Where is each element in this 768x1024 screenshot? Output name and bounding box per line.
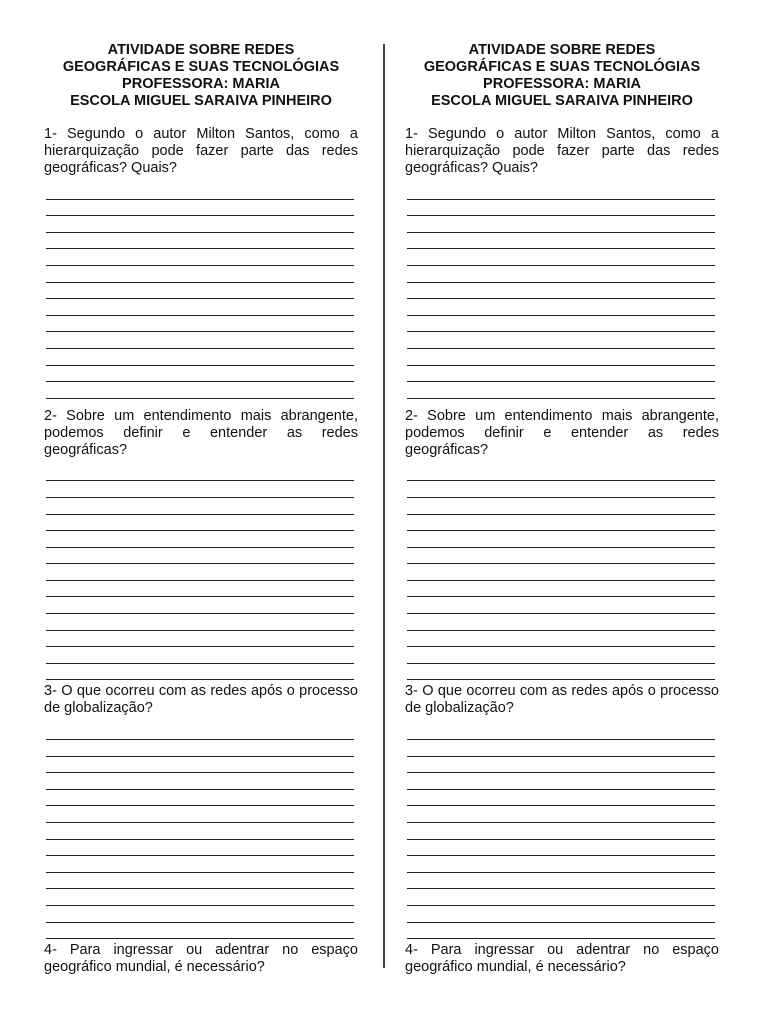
header-school: ESCOLA MIGUEL SARAIVA PINHEIRO	[70, 93, 332, 109]
answer-line[interactable]	[46, 856, 354, 873]
answer-line[interactable]	[46, 183, 354, 200]
answer-line[interactable]	[407, 581, 715, 598]
answer-line[interactable]	[407, 349, 715, 366]
answer-line[interactable]	[46, 889, 354, 906]
question-2: 2- Sobre um entendimento mais abrangente, podemos definir e entender as redes geográficas?	[44, 407, 358, 458]
answer-line[interactable]	[46, 299, 354, 316]
answer-line[interactable]	[46, 723, 354, 740]
header-teacher: PROFESSORA: MARIA	[483, 76, 641, 92]
answer-line[interactable]	[407, 498, 715, 515]
answer-line[interactable]	[407, 856, 715, 873]
answer-line[interactable]	[407, 757, 715, 774]
answer-line[interactable]	[407, 283, 715, 300]
answer-line[interactable]	[46, 349, 354, 366]
question-1: 1- Segundo o autor Milton Santos, como a hierarquização pode fazer parte das redes geográficas? Quais?	[405, 126, 719, 176]
answer-line[interactable]	[46, 664, 354, 681]
answer-line[interactable]	[46, 757, 354, 774]
answer-line[interactable]	[46, 249, 354, 266]
answer-line[interactable]	[46, 548, 354, 565]
answer-line[interactable]	[46, 906, 354, 923]
question-3: 3- O que ocorreu com as redes após o processo de globalização?	[405, 683, 719, 717]
answer-line[interactable]	[46, 465, 354, 482]
answer-line[interactable]	[407, 481, 715, 498]
answer-line[interactable]	[46, 806, 354, 823]
answer-line[interactable]	[46, 515, 354, 532]
question-3: 3- O que ocorreu com as redes após o processo de globalização?	[44, 683, 358, 717]
answer-line[interactable]	[407, 631, 715, 648]
answer-line[interactable]	[46, 233, 354, 250]
answer-lines-1	[44, 183, 358, 399]
answer-line[interactable]	[46, 873, 354, 890]
answer-line[interactable]	[46, 923, 354, 940]
answer-line[interactable]	[46, 366, 354, 383]
answer-line[interactable]	[407, 249, 715, 266]
answer-line[interactable]	[407, 183, 715, 200]
answer-line[interactable]	[46, 382, 354, 399]
answer-line[interactable]	[46, 283, 354, 300]
answer-lines-1	[405, 183, 719, 399]
answer-line[interactable]	[46, 531, 354, 548]
worksheet-right	[405, 42, 719, 976]
answer-line[interactable]	[46, 773, 354, 790]
answer-line[interactable]	[46, 840, 354, 857]
answer-line[interactable]	[46, 216, 354, 233]
answer-line[interactable]	[407, 299, 715, 316]
answer-line[interactable]	[407, 316, 715, 333]
answer-line[interactable]	[407, 773, 715, 790]
header-title-line2: GEOGRÁFICAS E SUAS TECNOLÓGIAS	[423, 59, 701, 75]
answer-line[interactable]	[46, 332, 354, 349]
answer-line[interactable]	[407, 200, 715, 217]
answer-line[interactable]	[46, 597, 354, 614]
answer-line[interactable]	[46, 316, 354, 333]
answer-line[interactable]	[407, 840, 715, 857]
answer-line[interactable]	[407, 923, 715, 940]
answer-line[interactable]	[46, 647, 354, 664]
answer-line[interactable]	[46, 266, 354, 283]
answer-line[interactable]	[407, 806, 715, 823]
answer-line[interactable]	[407, 216, 715, 233]
header-teacher: PROFESSORA: MARIA	[122, 76, 280, 92]
answer-line[interactable]	[407, 564, 715, 581]
answer-line[interactable]	[46, 564, 354, 581]
answer-line[interactable]	[407, 664, 715, 681]
worksheet-header	[44, 42, 358, 110]
answer-line[interactable]	[407, 233, 715, 250]
question-2: 2- Sobre um entendimento mais abrangente, podemos definir e entender as redes geográficas?	[405, 407, 719, 458]
answer-lines-2	[405, 465, 719, 681]
answer-line[interactable]	[407, 531, 715, 548]
answer-line[interactable]	[407, 740, 715, 757]
answer-line[interactable]	[407, 465, 715, 482]
header-title-line1: ATIVIDADE SOBRE REDES	[468, 42, 656, 58]
answer-line[interactable]	[46, 790, 354, 807]
answer-line[interactable]	[46, 581, 354, 598]
answer-line[interactable]	[46, 481, 354, 498]
answer-line[interactable]	[407, 614, 715, 631]
answer-line[interactable]	[46, 823, 354, 840]
answer-line[interactable]	[407, 873, 715, 890]
answer-line[interactable]	[407, 823, 715, 840]
answer-lines-2	[44, 465, 358, 681]
answer-line[interactable]	[407, 332, 715, 349]
question-4: 4- Para ingressar ou adentrar no espaço geográfico mundial, é necessário?	[405, 942, 719, 976]
column-divider	[383, 44, 385, 968]
answer-line[interactable]	[407, 906, 715, 923]
header-title-line2: GEOGRÁFICAS E SUAS TECNOLÓGIAS	[62, 59, 340, 75]
answer-lines-3	[44, 723, 358, 939]
answer-line[interactable]	[407, 790, 715, 807]
header-title-line1: ATIVIDADE SOBRE REDES	[107, 42, 295, 58]
header-school: ESCOLA MIGUEL SARAIVA PINHEIRO	[431, 93, 693, 109]
worksheet-left	[44, 42, 358, 976]
answer-line[interactable]	[407, 548, 715, 565]
answer-line[interactable]	[46, 631, 354, 648]
answer-lines-3	[405, 723, 719, 939]
answer-line[interactable]	[46, 614, 354, 631]
answer-line[interactable]	[46, 740, 354, 757]
question-1: 1- Segundo o autor Milton Santos, como a hierarquização pode fazer parte das redes geográficas? Quais?	[44, 126, 358, 176]
answer-line[interactable]	[407, 889, 715, 906]
answer-line[interactable]	[407, 266, 715, 283]
worksheet-header	[405, 42, 719, 110]
question-4: 4- Para ingressar ou adentrar no espaço geográfico mundial, é necessário?	[44, 942, 358, 976]
answer-line[interactable]	[46, 498, 354, 515]
answer-line[interactable]	[407, 647, 715, 664]
answer-line[interactable]	[407, 723, 715, 740]
answer-line[interactable]	[46, 200, 354, 217]
answer-line[interactable]	[407, 382, 715, 399]
answer-line[interactable]	[407, 597, 715, 614]
answer-line[interactable]	[407, 366, 715, 383]
answer-line[interactable]	[407, 515, 715, 532]
